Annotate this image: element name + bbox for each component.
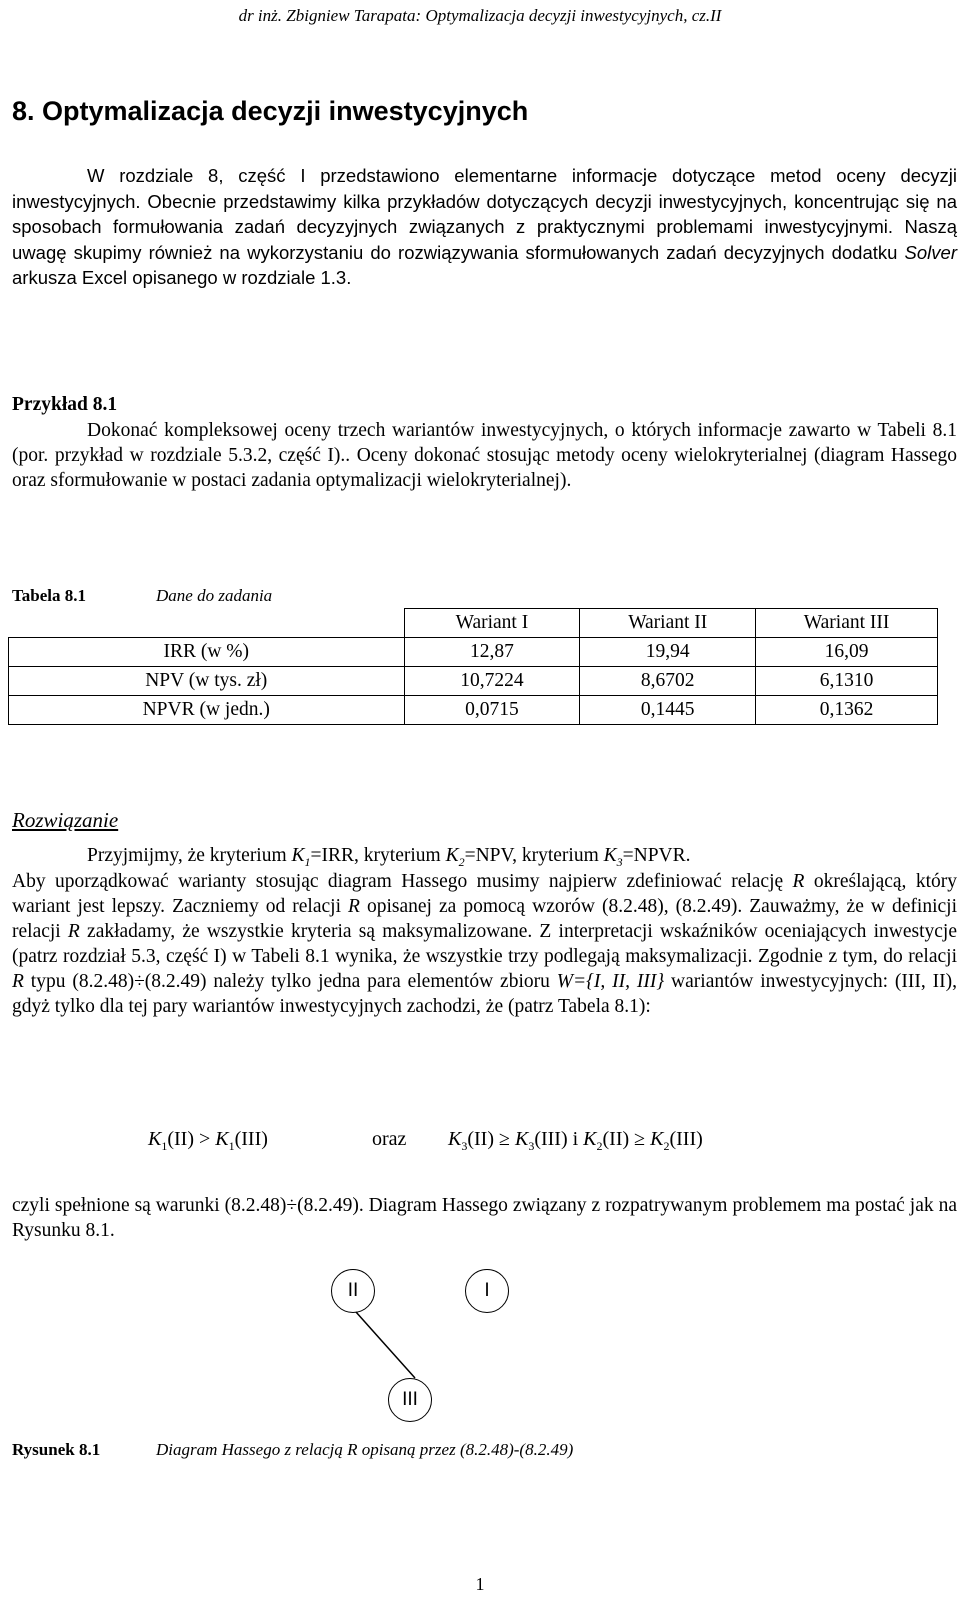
text-run: zakładamy, że wszystkie kryteria są maksymalizowane. Z interpretacji wskaźników oceniających inwestycje (patrz rozdział 5.3, część I) w Tabeli 8.1 wynika, że wszystkie trzy podlegają maksymalizacji. Zgodnie z tym, do relacji <box>12 921 957 967</box>
table-cell: 8,6702 <box>580 667 756 696</box>
header-cell: Wariant III <box>756 609 938 638</box>
example-text: Dokonać kompleksowej oceny trzech wariantów inwestycyjnych, o których informacje zawarto w Tabeli 8.1 (por. przykład w rozdziale 5.3.2, część I).. Oceny dokonać stosując metody oceny wielokryterialnej (diagram Hassego oraz sformułowanie w postaci zadania optymalizacji wielokryterialnej). <box>12 420 957 491</box>
running-head: dr inż. Zbigniew Tarapata: Optymalizacja decyzji inwestycyjnych, cz.II <box>238 6 722 25</box>
text-run: Przyjmijmy, że kryterium <box>87 845 292 866</box>
chapter-title: 8. Optymalizacja decyzji inwestycyjnych <box>12 96 529 126</box>
figure-label: Rysunek 8.1 <box>12 1440 101 1459</box>
table-header-row <box>9 609 938 638</box>
relation-symbol: R <box>12 971 24 992</box>
table-row <box>9 667 938 696</box>
subscript: 3 <box>616 854 623 869</box>
table-cell: 12,87 <box>404 638 580 667</box>
subscript: 2 <box>596 1139 603 1153</box>
data-table <box>8 608 938 725</box>
intro-text-end: arkusza Excel opisanego w rozdziale 1.3. <box>12 267 352 288</box>
row-label: NPVR (w jedn.) <box>9 696 405 725</box>
text-run: Aby uporządkować warianty stosując diagram Hassego musimy najpierw zdefiniować relację <box>12 871 793 892</box>
table-row <box>9 638 938 667</box>
subscript: 1 <box>161 1139 168 1153</box>
table-cell: 0,1362 <box>756 696 938 725</box>
solution-body <box>12 869 957 1019</box>
table-cell: 10,7224 <box>404 667 580 696</box>
text-run: opisanej za pomocą wzorów (8.2.48), (8.2.49). Zauważmy, że w definicji relacji <box>12 896 957 942</box>
text-run: określającą, który wariant jest lepszy. Zaczniemy od relacji <box>12 871 957 917</box>
text-run: =NPVR. <box>622 845 691 866</box>
relation-symbol: R <box>67 921 80 942</box>
conclusion-paragraph: czyli spełnione są warunki (8.2.48)÷(8.2.49). Diagram Hassego związany z rozpatrywanym problemem ma postać jak na Rysunku 8.1. <box>12 1195 957 1241</box>
subscript: 3 <box>461 1139 468 1153</box>
solution-heading: Rozwiązanie <box>12 808 119 832</box>
page-number: 1 <box>475 1574 485 1594</box>
symbol-k: K <box>650 1128 664 1150</box>
text-run: =IRR, kryterium <box>310 845 446 866</box>
hasse-edge <box>356 1312 415 1378</box>
node-II: II <box>331 1269 375 1313</box>
symbol-k: K <box>148 1128 162 1150</box>
header-cell-empty <box>9 609 405 638</box>
relation-symbol: R <box>348 896 360 917</box>
subscript: 1 <box>228 1139 235 1153</box>
set-symbol: W={I, II, III} <box>556 971 665 992</box>
formula-text: (II) > <box>167 1128 216 1150</box>
symbol-k: K <box>215 1128 229 1150</box>
formula-text: (III) i <box>534 1128 584 1150</box>
subscript: 2 <box>458 854 465 869</box>
figure-caption: Diagram Hassego z relacją R opisaną przez (8.2.48)-(8.2.49) <box>156 1440 574 1459</box>
subscript: 3 <box>528 1139 535 1153</box>
symbol-k: K <box>448 1128 462 1150</box>
table-row <box>9 696 938 725</box>
intro-paragraph <box>12 163 957 291</box>
table-cell: 6,1310 <box>756 667 938 696</box>
example-label: Przykład 8.1 <box>12 394 118 415</box>
row-label: IRR (w %) <box>9 638 405 667</box>
table-cell: 0,1445 <box>580 696 756 725</box>
table-label: Tabela 8.1 <box>12 586 87 605</box>
header-cell: Wariant II <box>580 609 756 638</box>
symbol-k: K <box>583 1128 597 1150</box>
formula-part-1 <box>148 1128 268 1154</box>
table-caption: Dane do zadania <box>156 586 273 605</box>
intro-text: W rozdziale 8, część I przedstawiono elementarne informacje dotyczące metod oceny decyzji inwestycyjnych. Obecnie przedstawimy kilka przykładów dotyczących decyzji inwestycyjnych, koncentrując się na sposobach formułowania zadań decyzyjnych związanych z praktycznymi problemami inwestycyjnymi. Naszą uwagę skupimy również na wykorzystaniu do rozwiązywania sformułowanych zadań decyzyjnych dodatku <box>12 165 957 263</box>
node-I: I <box>465 1269 509 1313</box>
text-run: wariantów inwestycyjnych: (III, II), gdyż tylko dla tej pary wariantów inwestycyjnych zachodzi, że (patrz Tabela 8.1): <box>12 971 957 1017</box>
subscript: 2 <box>663 1139 670 1153</box>
formula-text: (III) <box>234 1128 268 1150</box>
solver-name: Solver <box>904 241 957 263</box>
node-III: III <box>388 1378 432 1422</box>
row-label: NPV (w tys. zł) <box>9 667 405 696</box>
symbol-k: K <box>514 1128 529 1150</box>
relation-symbol: R <box>792 871 805 892</box>
symbol-k: K <box>445 845 459 866</box>
text-run: =NPV, kryterium <box>464 845 604 866</box>
header-cell: Wariant I <box>404 609 580 638</box>
table-cell: 16,09 <box>756 638 938 667</box>
text-run: typu (8.2.48)÷(8.2.49) należy tylko jedna para elementów zbioru <box>23 971 557 992</box>
symbol-k: K <box>291 845 305 866</box>
formula-text: (III) <box>669 1128 703 1150</box>
symbol-k: K <box>603 845 617 866</box>
formula-text: (II) ≥ <box>602 1128 651 1150</box>
formula-part-2 <box>448 1128 703 1154</box>
formula-text: (II) ≥ <box>467 1128 515 1150</box>
subscript: 1 <box>304 854 311 869</box>
table-cell: 19,94 <box>580 638 756 667</box>
formula-oraz: oraz <box>372 1128 407 1150</box>
table-cell: 0,0715 <box>404 696 580 725</box>
